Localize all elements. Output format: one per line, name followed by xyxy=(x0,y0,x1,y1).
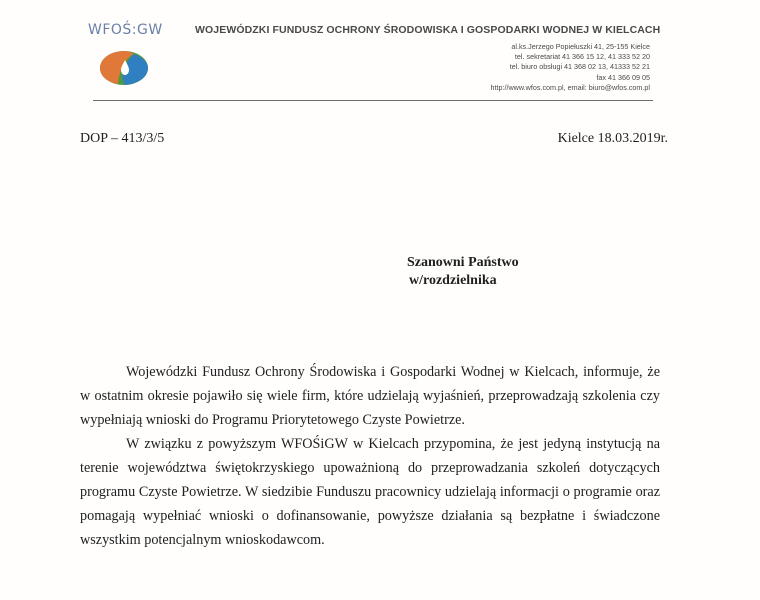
contact-web-email: http://www.wfos.com.pl, email: biuro@wfos.com.pl xyxy=(490,82,650,92)
body-paragraph: W związku z powyższym WFOŚiGW w Kielcach przypomina, że jest jedyną instytucją na terenie województwa świętokrzyskiego upoważnioną do przeprowadzania szkoleń dotyczących programu Czyste Powietrze. W siedzibie Funduszu pracownicy udzielają informacji o programie oraz pomagają wypełniać wnioski o dofinansowanie, powyższe działania są bezpłatne i świadczone wszystkim potencjalnym wnioskodawcom. xyxy=(80,436,660,548)
header-divider xyxy=(93,100,653,101)
letter-date: Kielce 18.03.2019r. xyxy=(557,131,668,146)
reference-number: DOP – 413/3/5 xyxy=(80,131,165,146)
contact-block xyxy=(491,42,650,93)
contact-phone-secretary: tel. sekretariat 41 366 15 12, 41 333 52 20 xyxy=(514,52,650,62)
logo-text: WFOŚ:GW xyxy=(88,22,163,38)
drop-logo-icon xyxy=(98,46,150,86)
body-paragraph: Wojewódzki Fundusz Ochrony Środowiska i Gospodarki Wodnej w Kielcach, informuje, że w ostatnim okresie pojawiło się wiele firm, które udzielają wyjaśnień, przeprowadzają szkolenia czy wypełniają wnioski do Programu Priorytetowego Czyste Powietrze. xyxy=(80,364,660,428)
addressee xyxy=(407,254,519,290)
addressee-salutation: Szanowni Państwo xyxy=(407,255,519,270)
letter-body xyxy=(80,360,660,552)
organization-name: WOJEWÓDZKI FUNDUSZ OCHRONY ŚRODOWISKA I GOSPODARKI WODNEJ W KIELCACH xyxy=(195,24,661,36)
logo xyxy=(88,22,168,92)
contact-address: al.ks.Jerzego Popiełuszki 41, 25-155 Kielce xyxy=(511,42,650,51)
contact-phone-office: tel. biuro obsługi 41 368 02 13, 41333 52 21 xyxy=(509,62,650,72)
contact-fax: fax 41 366 09 05 xyxy=(596,72,650,82)
addressee-distribution: w/rozdzielnika xyxy=(409,273,497,288)
